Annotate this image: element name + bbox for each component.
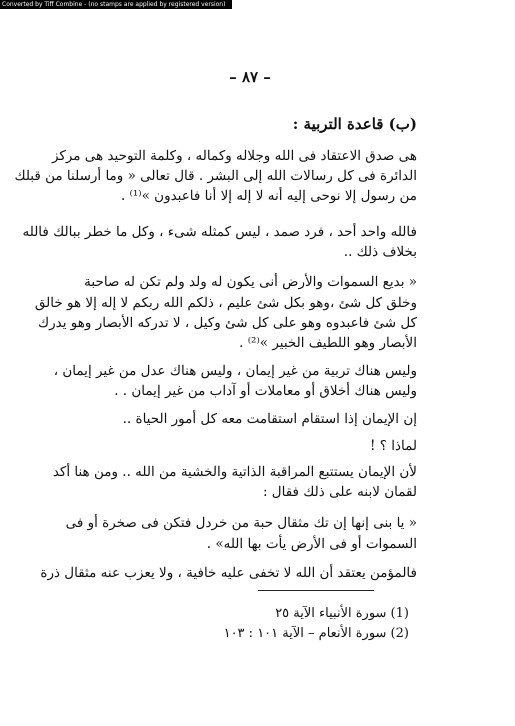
text-line: هى صدق الاعتقاد فى الله وجلاله وكماله ، وكلمة التوحيد هى مركز [51,148,417,164]
section-heading: (ب) قاعدة التربية : [292,115,417,133]
converter-watermark: Converted by Tiff Combine - (no stamps are applied by registered version) [0,0,232,9]
text-line: الدائرة فى كل رسالات الله إلى البشر . قال تعالى « وما أرسلنا من قبلك [14,168,417,184]
text-line: وليس هناك تربية من غير إيمان ، وليس هناك عدل من غير إيمان ، [53,363,417,379]
text-line: كل شئ فاعبدوه وهو على كل شئ وكيل ، لا تدركه الأبصار وهو يدرك [38,315,417,331]
text-line: لقمان لابنه على ذلك فقال : [262,484,417,500]
text-line: « بديع السموات والأرض أنى يكون له ولد ولم تكن له صاحبة [84,274,417,290]
text-line: بخلاف ذلك .. [343,244,417,260]
text-line: « يا بنى إنها إن تك مثقال حبة من خردل فتكن فى صخرة أو فى [65,515,417,531]
text-line: وخلق كل شئ ،وهو بكل شئ عليم ، ذلكم الله ربكم لا إله إلا هو خالق [34,295,417,311]
text-line: الأبصار وهو اللطيف الخبير »⁽²⁾ . [239,335,417,351]
text-line: فالله واحد أحد ، فرد صمد ، ليس كمثله شىء ، وكل ما خطر ببالك فالله [22,224,417,240]
footnote: (2) سورة الأنعام – الآية ١٠١ : ١٠٣ [223,626,409,641]
text-line: لماذا ؟ ! [370,438,417,454]
footnote: (1) سورة الأنبياء الآية ٢٥ [275,606,409,621]
page-number: – ٨٧ – [229,68,271,86]
text-line: فالمؤمن يعتقد أن الله لا تخفى عليه خافية ، ولا يعزب عنه مثقال ذرة [40,565,417,581]
text-line: السموات أو فى الأرض يأت بها الله» . [206,536,417,552]
text-line: إن الإيمان إذا استقام استقامت معه كل أمور الحياة .. [122,411,417,427]
footnote-separator [258,590,374,591]
text-line: لأن الإيمان يستتبع المراقبة الذاتية والخشية من الله .. ومن هنا أكد [52,464,417,480]
text-line: وليس هناك أخلاق أو معاملات أو آداب من غير إيمان . . [114,383,417,399]
text-line: من رسول إلا نوحى إليه أنه لا إله إلا أنا فاعبدون »⁽¹⁾ . [120,188,417,204]
